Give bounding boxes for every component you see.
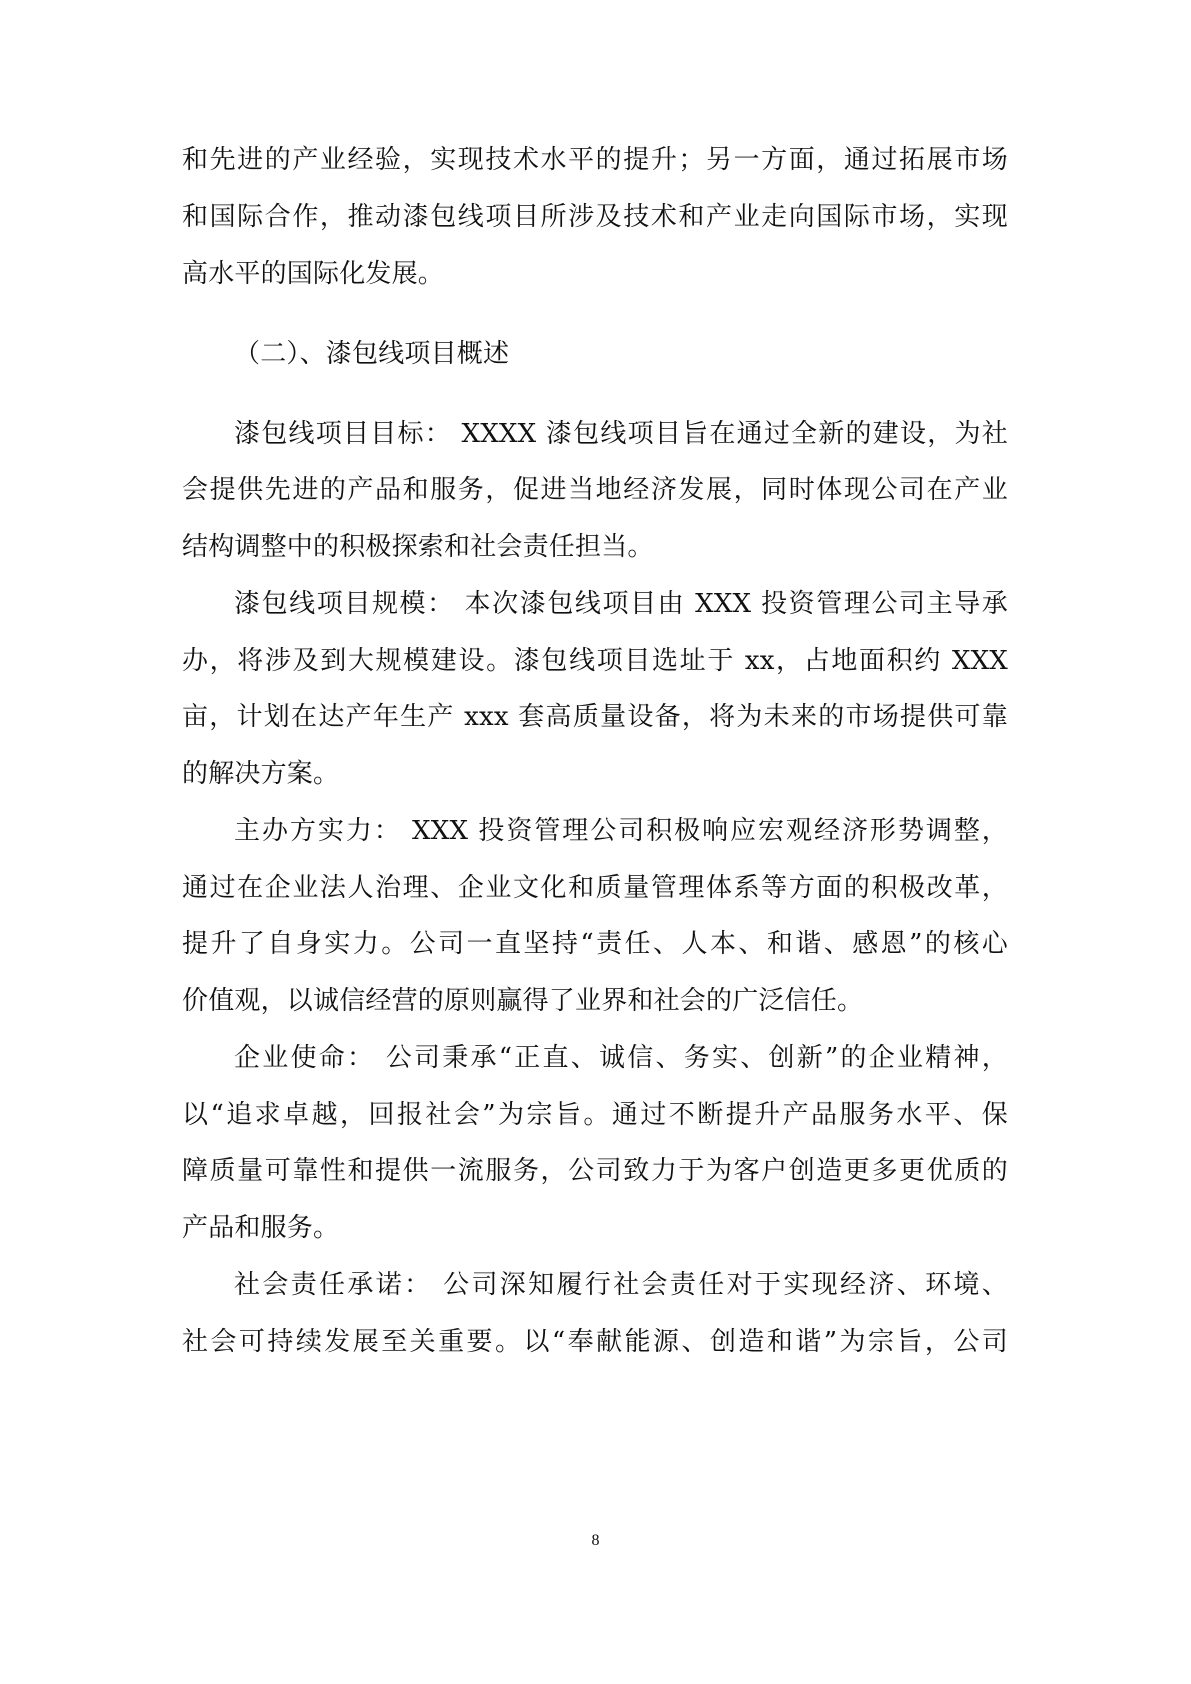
paragraph-line: 和国际合作，推动漆包线项目所涉及技术和产业走向国际市场，实现 (182, 202, 1008, 232)
paragraph-line: 社会责任承诺： 公司深知履行社会责任对于实现经济、环境、 (234, 1270, 1008, 1300)
paragraph-line: 价值观，以诚信经营的原则赢得了业界和社会的广泛信任。 (182, 986, 864, 1016)
paragraph-line: 产品和服务。 (182, 1213, 340, 1243)
paragraph-line: 办，将涉及到大规模建设。漆包线项目选址于 xx，占地面积约 XXX (182, 646, 1008, 676)
paragraph-line: 高水平的国际化发展。 (182, 259, 445, 289)
paragraph-line: 通过在企业法人治理、企业文化和质量管理体系等方面的积极改革， (182, 873, 1008, 903)
paragraph-line: 漆包线项目规模： 本次漆包线项目由 XXX 投资管理公司主导承 (234, 589, 1008, 619)
section-heading: （二）、漆包线项目概述 (234, 339, 510, 369)
paragraph-line: 亩，计划在达产年生产 xxx 套高质量设备，将为未来的市场提供可靠 (182, 702, 1008, 732)
page-number: 8 (591, 1532, 600, 1549)
paragraph-line: 企业使命： 公司秉承“正直、诚信、务实、创新”的企业精神， (234, 1043, 1008, 1073)
paragraph-line: 以“追求卓越，回报社会”为宗旨。通过不断提升产品服务水平、保 (182, 1100, 1008, 1130)
paragraph-line: 的解决方案。 (182, 759, 340, 789)
paragraph-line: 结构调整中的积极探索和社会责任担当。 (182, 532, 654, 562)
paragraph-line: 漆包线项目目标： XXXX 漆包线项目旨在通过全新的建设，为社 (234, 419, 1008, 449)
paragraph-line: 社会可持续发展至关重要。以“奉献能源、创造和谐”为宗旨，公司 (182, 1327, 1008, 1357)
paragraph-line: 主办方实力： XXX 投资管理公司积极响应宏观经济形势调整， (234, 816, 1008, 846)
paragraph-line: 障质量可靠性和提供一流服务，公司致力于为客户创造更多更优质的 (182, 1156, 1008, 1186)
paragraph-line: 和先进的产业经验，实现技术水平的提升；另一方面，通过拓展市场 (182, 145, 1008, 175)
paragraph-line: 提升了自身实力。公司一直坚持“责任、人本、和谐、感恩”的核心 (182, 929, 1008, 959)
paragraph-line: 会提供先进的产品和服务，促进当地经济发展，同时体现公司在产业 (182, 475, 1008, 505)
